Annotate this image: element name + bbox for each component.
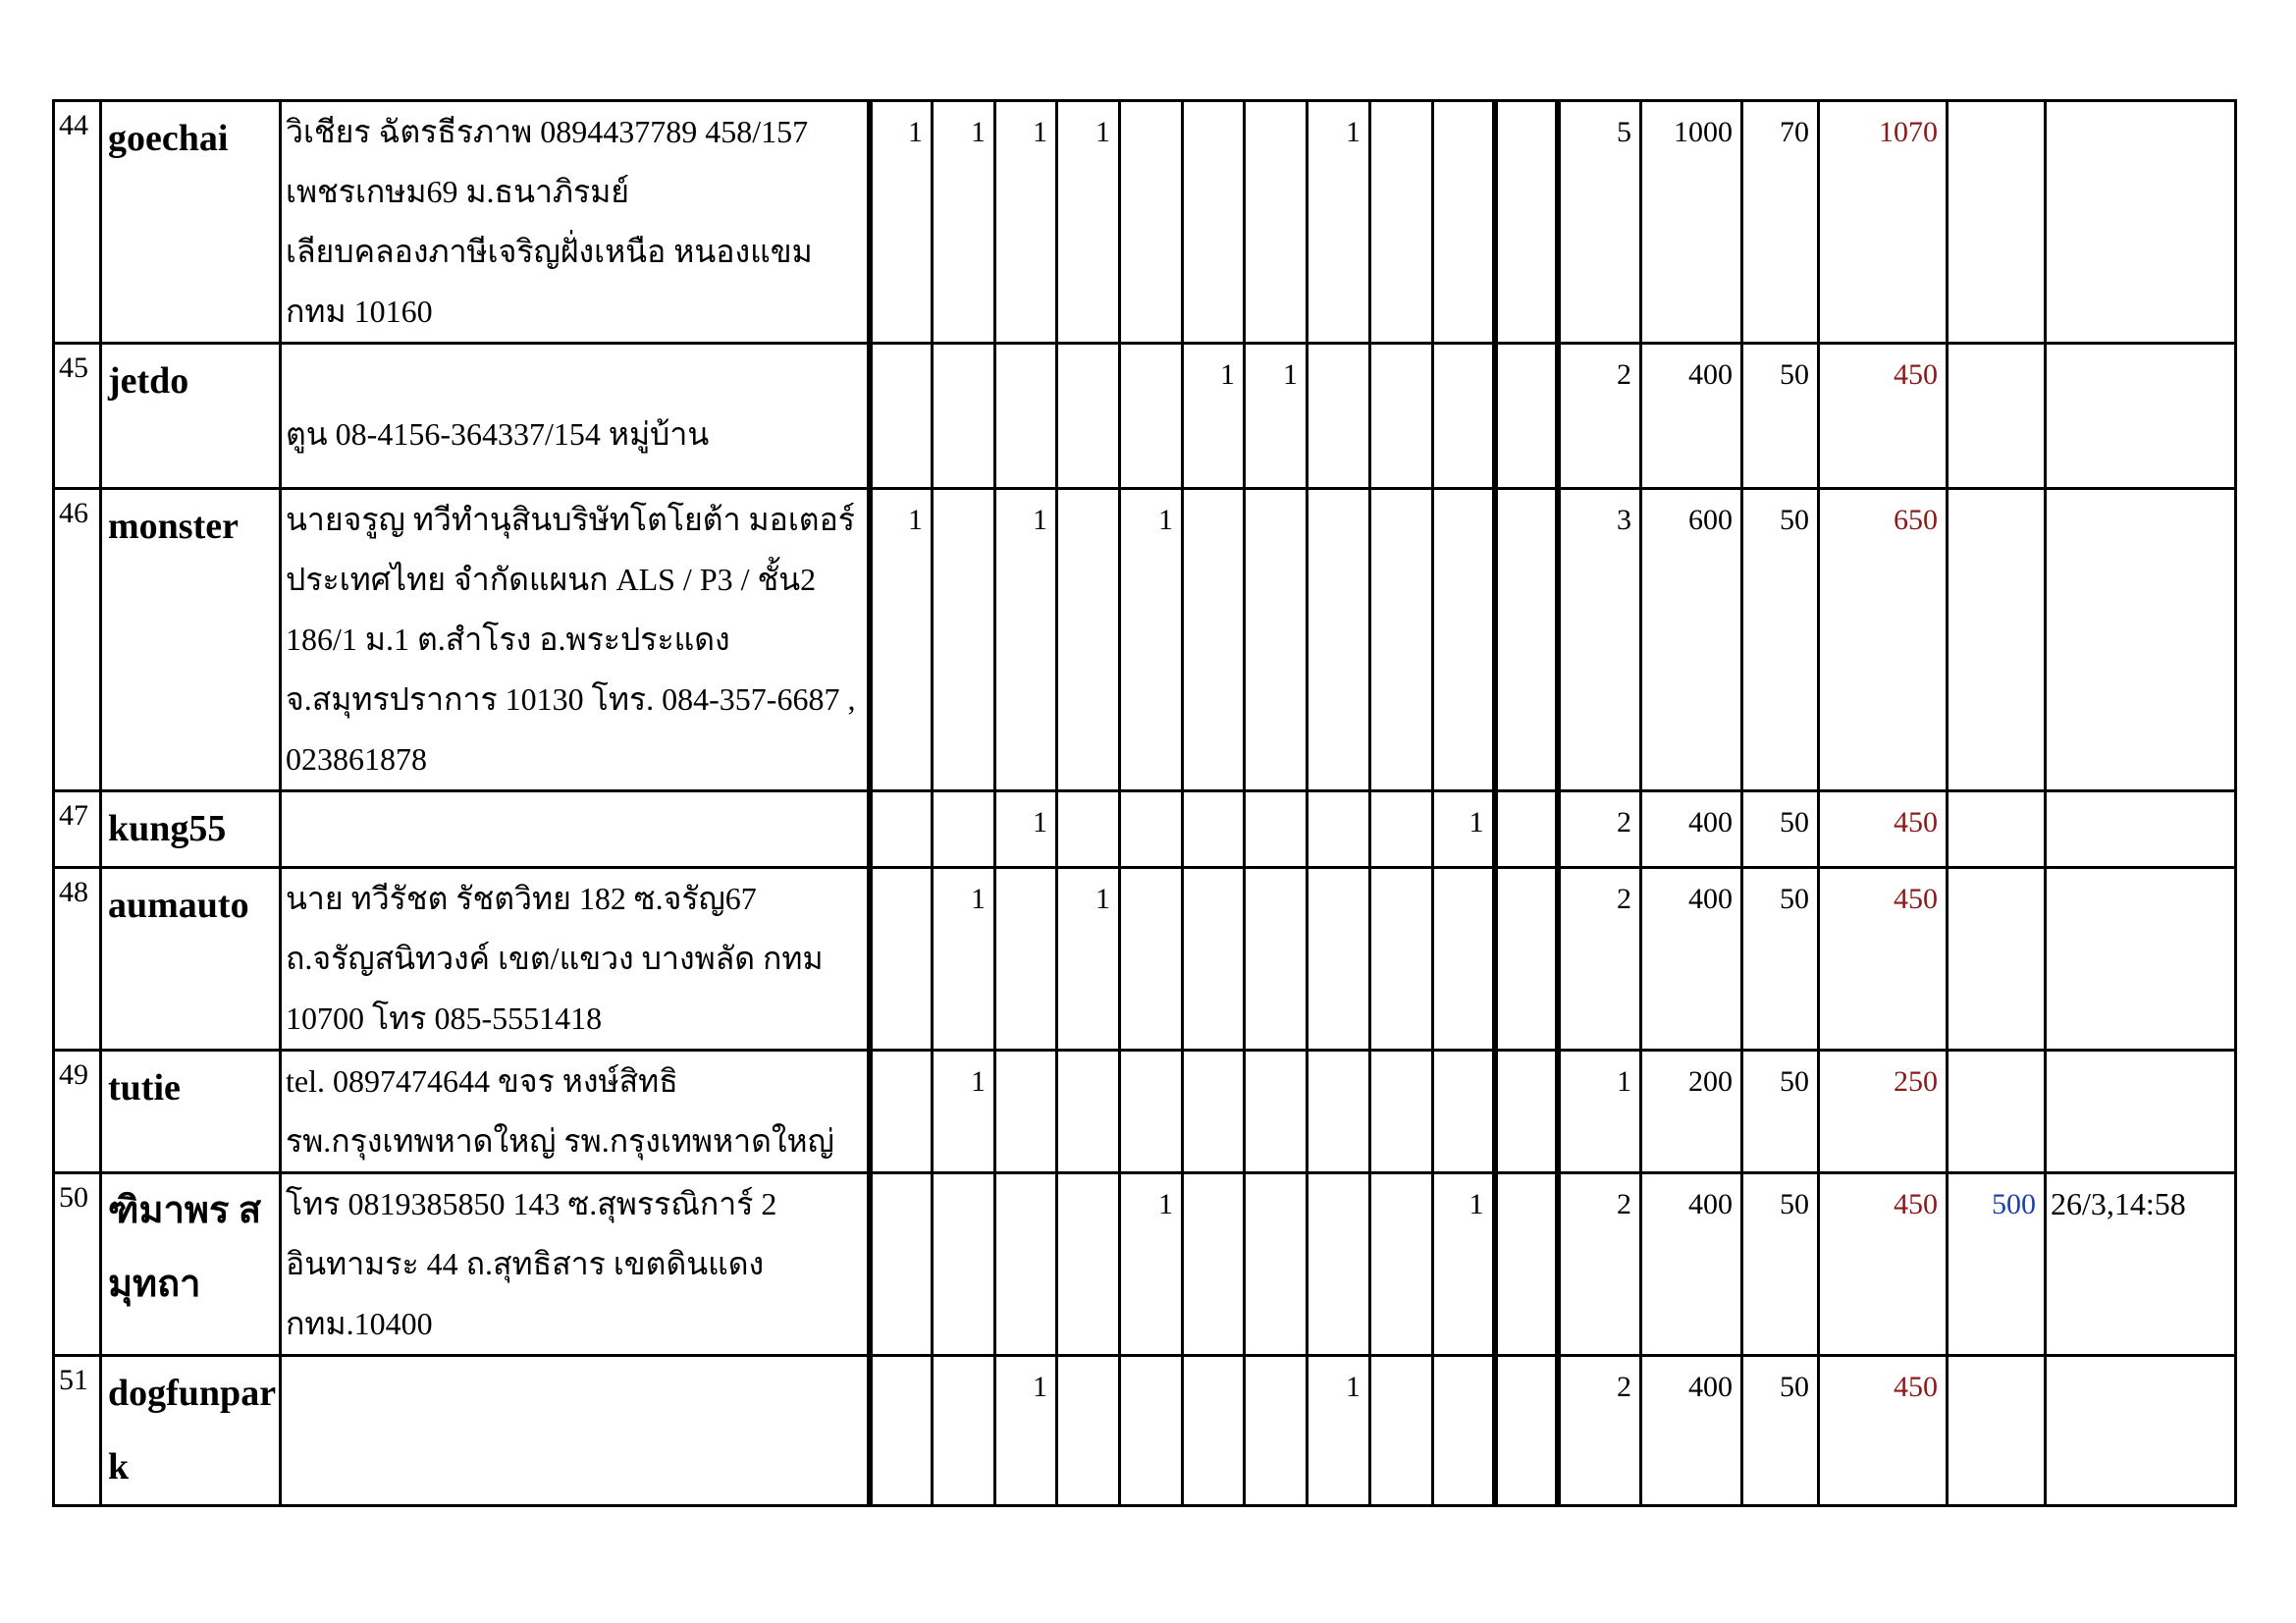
shipping-cell: 50 [1742, 1051, 1819, 1173]
customer-address: tel. 0897474644 ขจร หงษ์สิทธิ รพ.กรุงเทพหาดใหญ่ รพ.กรุงเทพหาดใหญ่ [281, 1051, 870, 1173]
total-cell: 250 [1819, 1051, 1948, 1173]
row-number: 45 [54, 344, 101, 489]
item-count-cell [1245, 489, 1308, 791]
item-count-cell [1308, 791, 1370, 868]
paid-cell [1948, 868, 2046, 1051]
item-count-cell [1433, 344, 1495, 489]
item-count-cell [1370, 489, 1433, 791]
item-count-cell [1370, 1051, 1433, 1173]
paid-cell [1948, 344, 2046, 489]
total-cell: 450 [1819, 1173, 1948, 1356]
item-count-cell [1370, 1356, 1433, 1506]
row-number: 50 [54, 1173, 101, 1356]
item-count-cell [1308, 344, 1370, 489]
item-count-cell [1495, 1051, 1558, 1173]
price-cell: 1000 [1641, 101, 1742, 344]
table-row [54, 344, 2236, 489]
quantity-cell: 2 [1558, 1173, 1641, 1356]
order-table [52, 99, 2237, 1507]
item-count-cell [1308, 1051, 1370, 1173]
payment-note-cell [2046, 868, 2236, 1051]
customer-name: monster [101, 489, 281, 791]
row-number: 51 [54, 1356, 101, 1506]
item-count-cell: 1 [1057, 101, 1120, 344]
customer-name: dogfunpark [101, 1356, 281, 1506]
item-count-cell [1495, 101, 1558, 344]
shipping-cell: 50 [1742, 1356, 1819, 1506]
item-count-cell [870, 791, 933, 868]
customer-name: jetdo [101, 344, 281, 489]
item-count-cell: 1 [995, 101, 1057, 344]
shipping-cell: 50 [1742, 791, 1819, 868]
item-count-cell [1057, 1051, 1120, 1173]
quantity-cell: 2 [1558, 344, 1641, 489]
item-count-cell [1245, 1356, 1308, 1506]
item-count-cell [870, 1356, 933, 1506]
row-number: 46 [54, 489, 101, 791]
total-cell: 1070 [1819, 101, 1948, 344]
item-count-cell [870, 344, 933, 489]
paid-cell [1948, 1356, 2046, 1506]
table-row [54, 1356, 2236, 1506]
item-count-cell [995, 1051, 1057, 1173]
item-count-cell [1495, 1173, 1558, 1356]
paid-cell [1948, 101, 2046, 344]
item-count-cell [1433, 1356, 1495, 1506]
item-count-cell [1183, 1356, 1245, 1506]
table-row [54, 1173, 2236, 1356]
item-count-cell [995, 868, 1057, 1051]
paid-cell [1948, 791, 2046, 868]
item-count-cell: 1 [870, 101, 933, 344]
item-count-cell: 1 [1433, 1173, 1495, 1356]
item-count-cell [1370, 101, 1433, 344]
customer-name: ฑิมาพร สมุทถา [101, 1173, 281, 1356]
payment-note-cell [2046, 791, 2236, 868]
payment-note-cell [2046, 1051, 2236, 1173]
item-count-cell: 1 [1057, 868, 1120, 1051]
item-count-cell [1057, 1173, 1120, 1356]
item-count-cell: 1 [1245, 344, 1308, 489]
payment-note-cell: 26/3,14:58 [2046, 1173, 2236, 1356]
item-count-cell [1120, 868, 1183, 1051]
customer-address: นาย ทวีรัชต รัชตวิทย 182 ซ.จรัญ67 ถ.จรัญสนิทวงค์ เขต/แขวง บางพลัด กทม 10700 โทร 085-5551418 [281, 868, 870, 1051]
row-number: 48 [54, 868, 101, 1051]
item-count-cell [1370, 1173, 1433, 1356]
customer-address [281, 791, 870, 868]
item-count-cell [1120, 1356, 1183, 1506]
item-count-cell [870, 1173, 933, 1356]
item-count-cell [1183, 489, 1245, 791]
price-cell: 600 [1641, 489, 1742, 791]
total-cell: 450 [1819, 1356, 1948, 1506]
customer-name: tutie [101, 1051, 281, 1173]
payment-note-cell [2046, 101, 2236, 344]
total-cell: 450 [1819, 344, 1948, 489]
item-count-cell: 1 [1308, 1356, 1370, 1506]
customer-name: goechai [101, 101, 281, 344]
row-number: 44 [54, 101, 101, 344]
item-count-cell [1308, 1173, 1370, 1356]
table-row [54, 1051, 2236, 1173]
item-count-cell: 1 [995, 1356, 1057, 1506]
item-count-cell [1433, 868, 1495, 1051]
item-count-cell [995, 344, 1057, 489]
item-count-cell [933, 1356, 995, 1506]
item-count-cell [1308, 868, 1370, 1051]
item-count-cell [1183, 1173, 1245, 1356]
customer-address: โทร 0819385850 143 ซ.สุพรรณิการ์ 2 อินทามระ 44 ถ.สุทธิสาร เขตดินแดง กทม.10400 [281, 1173, 870, 1356]
shipping-cell: 50 [1742, 868, 1819, 1051]
item-count-cell: 1 [1433, 791, 1495, 868]
item-count-cell [1120, 344, 1183, 489]
item-count-cell [1245, 868, 1308, 1051]
quantity-cell: 2 [1558, 791, 1641, 868]
total-cell: 450 [1819, 791, 1948, 868]
item-count-cell: 1 [933, 868, 995, 1051]
payment-note-cell [2046, 1356, 2236, 1506]
item-count-cell [1495, 868, 1558, 1051]
item-count-cell: 1 [1120, 1173, 1183, 1356]
item-count-cell [1245, 1051, 1308, 1173]
shipping-cell: 50 [1742, 489, 1819, 791]
item-count-cell [933, 1173, 995, 1356]
item-count-cell: 1 [870, 489, 933, 791]
item-count-cell [1183, 791, 1245, 868]
item-count-cell [995, 1173, 1057, 1356]
item-count-cell [1370, 868, 1433, 1051]
item-count-cell [1245, 1173, 1308, 1356]
table-row [54, 868, 2236, 1051]
item-count-cell [1433, 489, 1495, 791]
row-number: 47 [54, 791, 101, 868]
customer-address: นายจรูญ ทวีทำนุสินบริษัทโตโยต้า มอเตอร์ ประเทศไทย จำกัดแผนก ALS / P3 / ชั้น2 186/1 ม.1 ต.สำโรง อ.พระประแดง จ.สมุทรปราการ 10130 โทร. 084-357-6687 , 023861878 [281, 489, 870, 791]
item-count-cell [1370, 791, 1433, 868]
item-count-cell [1120, 101, 1183, 344]
table-row [54, 791, 2236, 868]
item-count-cell: 1 [995, 489, 1057, 791]
item-count-cell [1120, 1051, 1183, 1173]
shipping-cell: 50 [1742, 1173, 1819, 1356]
shipping-cell: 70 [1742, 101, 1819, 344]
price-cell: 400 [1641, 344, 1742, 489]
quantity-cell: 3 [1558, 489, 1641, 791]
quantity-cell: 5 [1558, 101, 1641, 344]
item-count-cell [1057, 489, 1120, 791]
item-count-cell [933, 344, 995, 489]
item-count-cell [1495, 1356, 1558, 1506]
paid-cell: 500 [1948, 1173, 2046, 1356]
price-cell: 400 [1641, 868, 1742, 1051]
table-row [54, 489, 2236, 791]
item-count-cell [933, 791, 995, 868]
item-count-cell [1057, 344, 1120, 489]
item-count-cell [1495, 344, 1558, 489]
quantity-cell: 1 [1558, 1051, 1641, 1173]
item-count-cell [1057, 791, 1120, 868]
item-count-cell: 1 [995, 791, 1057, 868]
item-count-cell [1183, 1051, 1245, 1173]
item-count-cell [1057, 1356, 1120, 1506]
item-count-cell [1495, 489, 1558, 791]
item-count-cell [933, 489, 995, 791]
item-count-cell [1245, 101, 1308, 344]
item-count-cell [1120, 791, 1183, 868]
item-count-cell: 1 [1120, 489, 1183, 791]
paid-cell [1948, 489, 2046, 791]
item-count-cell [1495, 791, 1558, 868]
paid-cell [1948, 1051, 2046, 1173]
table-row [54, 101, 2236, 344]
quantity-cell: 2 [1558, 868, 1641, 1051]
item-count-cell [1183, 101, 1245, 344]
item-count-cell [870, 868, 933, 1051]
item-count-cell [1245, 791, 1308, 868]
item-count-cell: 1 [1183, 344, 1245, 489]
item-count-cell: 1 [933, 101, 995, 344]
item-count-cell [870, 1051, 933, 1173]
total-cell: 650 [1819, 489, 1948, 791]
payment-note-cell [2046, 344, 2236, 489]
row-number: 49 [54, 1051, 101, 1173]
payment-note-cell [2046, 489, 2236, 791]
price-cell: 400 [1641, 791, 1742, 868]
customer-address: ตูน 08-4156-364337/154 หมู่บ้าน [281, 344, 870, 489]
price-cell: 400 [1641, 1356, 1742, 1506]
customer-address [281, 1356, 870, 1506]
item-count-cell [1308, 489, 1370, 791]
item-count-cell [1370, 344, 1433, 489]
quantity-cell: 2 [1558, 1356, 1641, 1506]
customer-address: วิเชียร ฉัตรธีรภาพ 0894437789 458/157 เพชรเกษม69 ม.ธนาภิรมย์ เลียบคลองภาษีเจริญฝั่งเหนือ หนองแขม กทม 10160 [281, 101, 870, 344]
customer-name: aumauto [101, 868, 281, 1051]
price-cell: 400 [1641, 1173, 1742, 1356]
customer-name: kung55 [101, 791, 281, 868]
item-count-cell: 1 [933, 1051, 995, 1173]
shipping-cell: 50 [1742, 344, 1819, 489]
total-cell: 450 [1819, 868, 1948, 1051]
item-count-cell [1433, 101, 1495, 344]
item-count-cell: 1 [1308, 101, 1370, 344]
price-cell: 200 [1641, 1051, 1742, 1173]
item-count-cell [1183, 868, 1245, 1051]
item-count-cell [1433, 1051, 1495, 1173]
